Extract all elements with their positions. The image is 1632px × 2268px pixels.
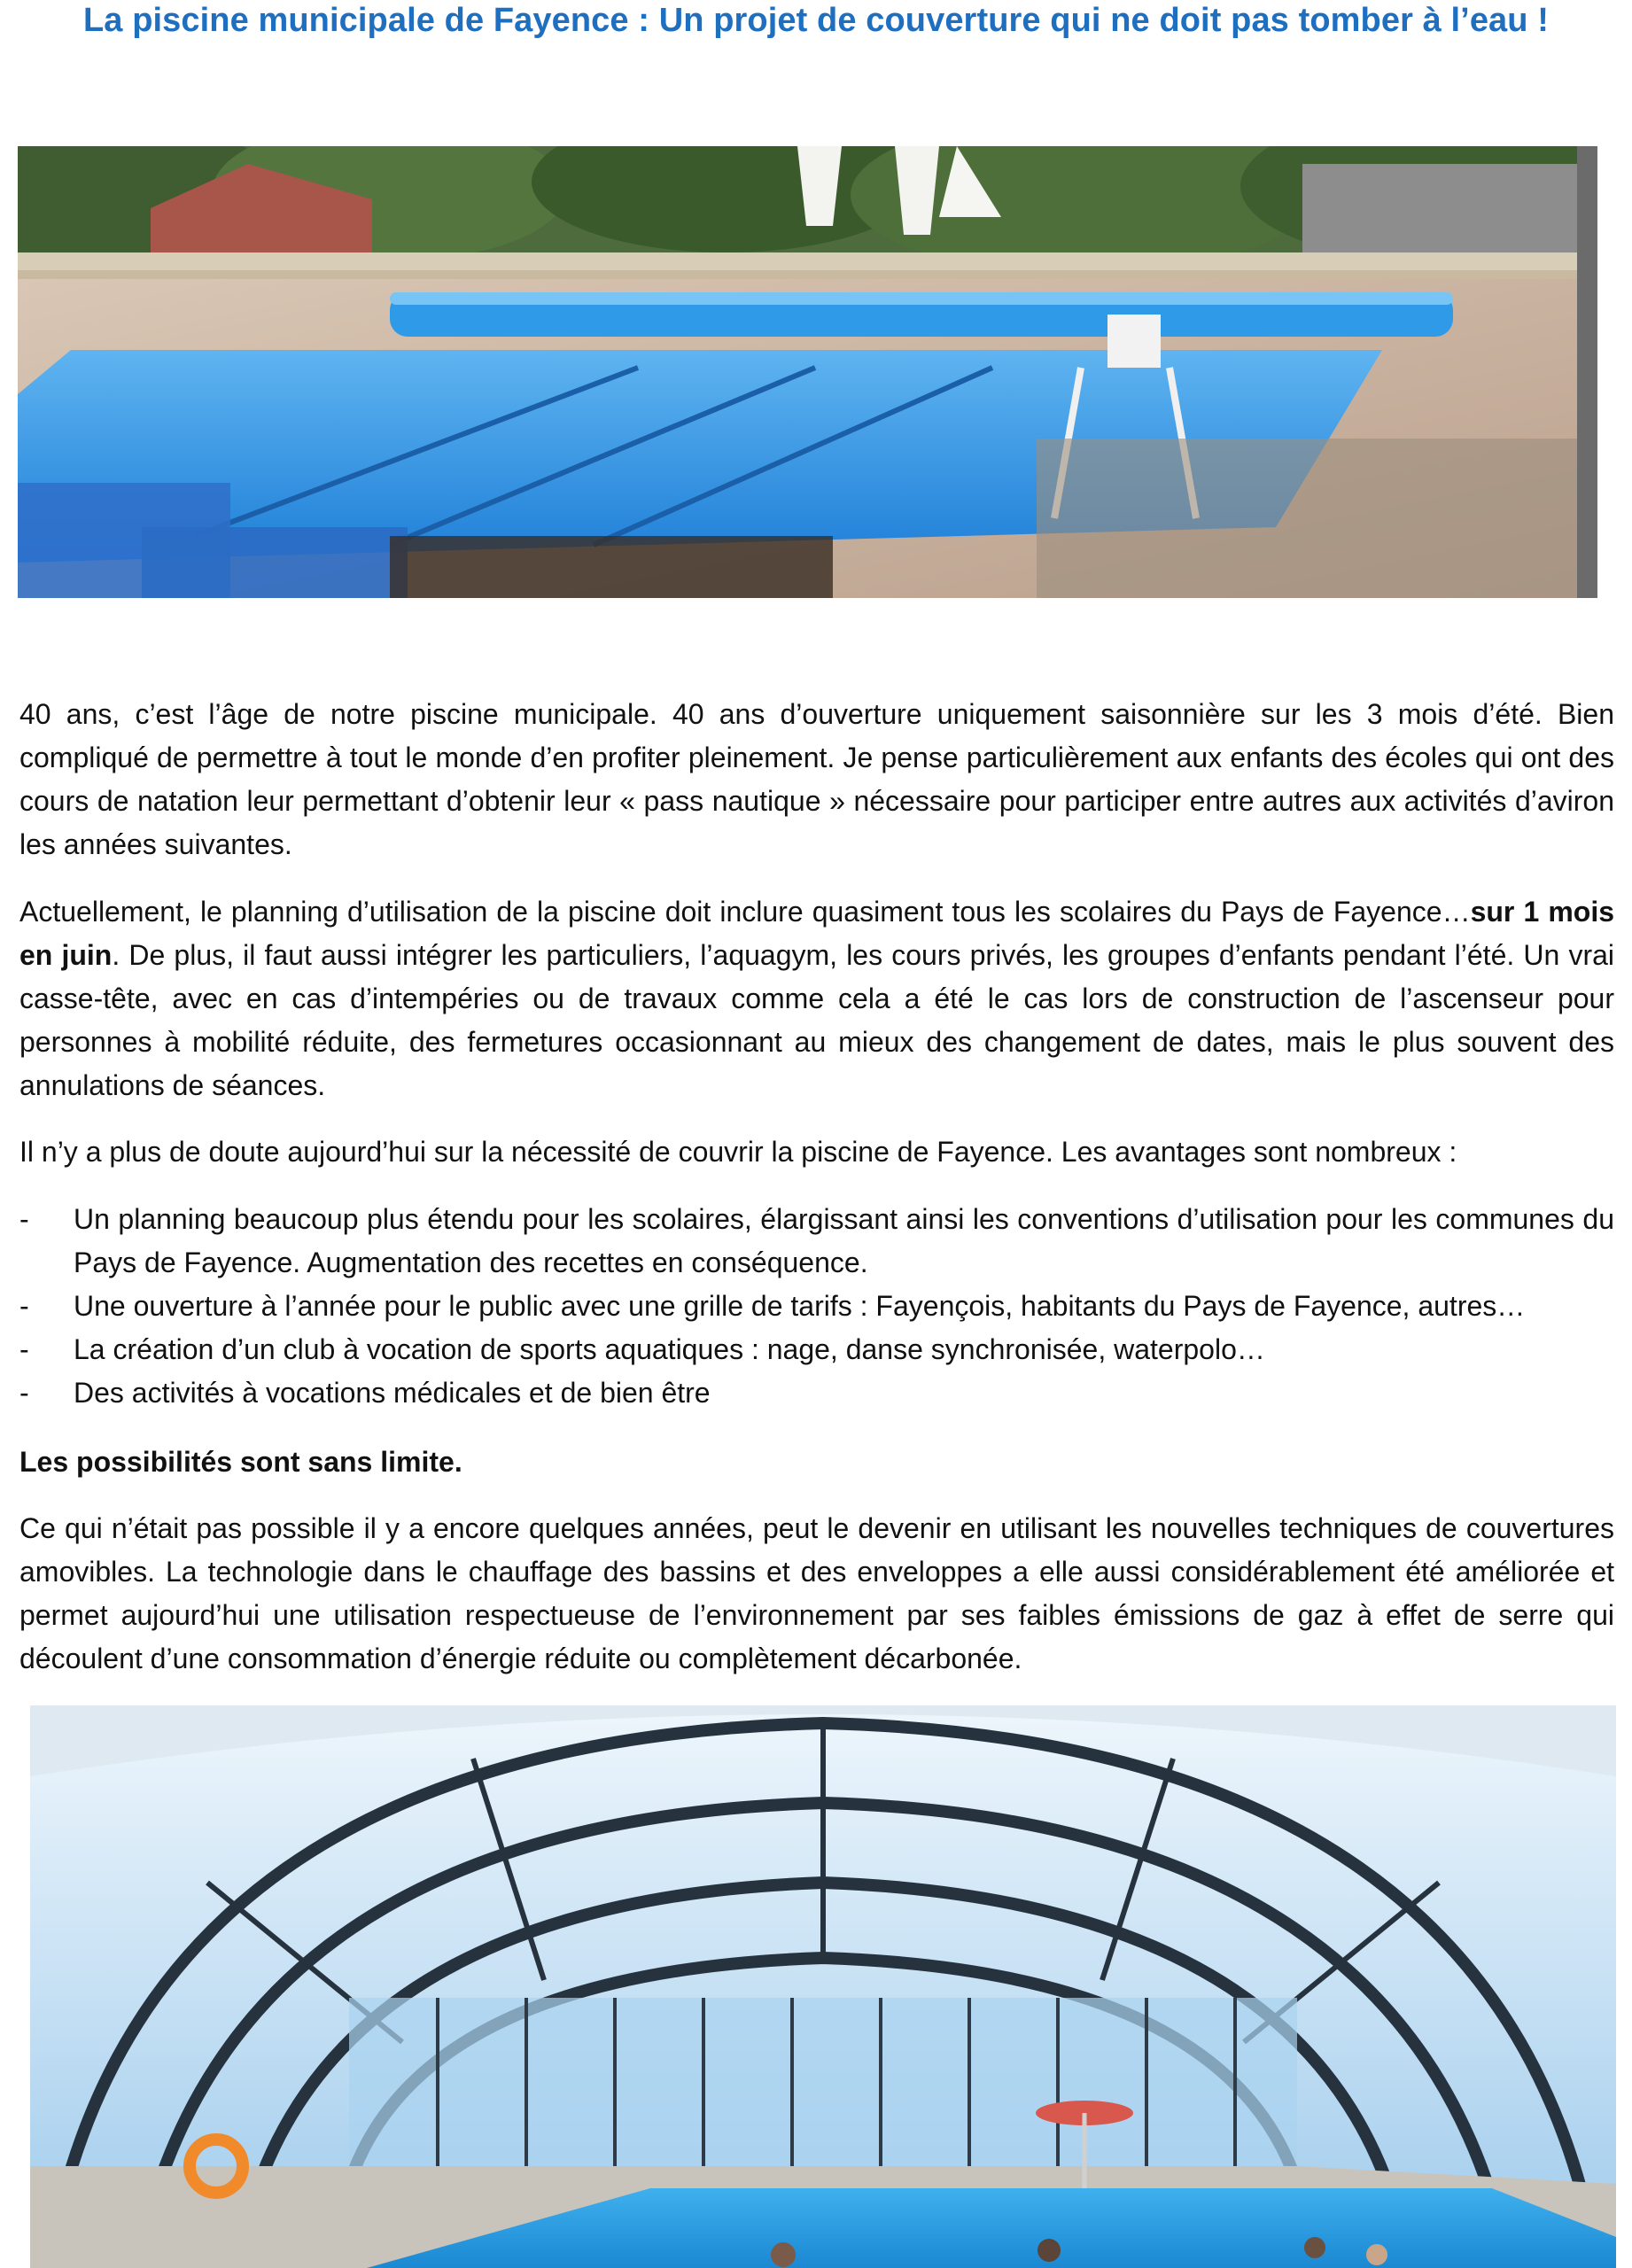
advantages-list: [19, 1198, 1614, 1415]
paragraph-planning: [19, 890, 1614, 1107]
list-dash: -: [19, 1203, 29, 1235]
list-item: [19, 1198, 1614, 1285]
outdoor-pool-photo: [18, 146, 1597, 598]
list-item-text: Un planning beaucoup plus étendu pour les scolaires, élargissant ainsi les conventions d’utilisation pour les communes du Pays de Fayence. Augmentation des recettes en conséquence.: [74, 1203, 1614, 1278]
article-title: La piscine municipale de Fayence : Un projet de couverture qui ne doit pas tomber à l’eau !: [82, 2, 1550, 39]
paragraph-planning-emphasis: sur 1 mois en juin: [19, 896, 1615, 971]
covered-pool-photo: [30, 1705, 1616, 2268]
paragraph-intro: 40 ans, c’est l’âge de notre piscine municipale. 40 ans d’ouverture uniquement saisonnière sur les 3 mois d’été. Bien compliqué de permettre à tout le monde d’en profiter pleinement. Je pense particulièrement aux enfants des écoles qui ont des cours de natation leur permettant d’obtenir leur « pass nautique » nécessaire pour participer entre autres aux activités d’aviron les années suivantes.: [19, 698, 1614, 860]
list-item: [19, 1285, 1614, 1328]
paragraph-technology: Ce qui n’était pas possible il y a encore quelques années, peut le devenir en utilisant les nouvelles techniques de couvertures amovibles. La technologie dans le chauffage des bassins et des enveloppes a elle aussi considérablement été améliorée et permet aujourd’hui une utilisation respectueuse de l’environnement par ses faibles émissions de gaz à effet de serre qui découlent d’une consommation d’énergie réduite ou complètement décarbonée.: [19, 1512, 1614, 1674]
paragraph-possibilities: Les possibilités sont sans limite.: [19, 1446, 462, 1478]
list-item-text: Une ouverture à l’année pour le public avec une grille de tarifs : Fayençois, habitants du Pays de Fayence, autres…: [74, 1290, 1526, 1322]
paragraph-planning-start: Actuellement, le planning d’utilisation de la piscine doit inclure quasiment tous les scolaires du Pays de Fayence…: [19, 896, 1471, 928]
list-item: [19, 1328, 1614, 1371]
list-dash: -: [19, 1377, 29, 1409]
list-item-text: La création d’un club à vocation de sports aquatiques : nage, danse synchronisée, waterpolo…: [74, 1333, 1265, 1365]
paragraph-advantages-intro: Il n’y a plus de doute aujourd’hui sur la nécessité de couvrir la piscine de Fayence. Les avantages sont nombreux :: [19, 1136, 1457, 1168]
paragraph-planning-end: . De plus, il faut aussi intégrer les particuliers, l’aquagym, les cours privés, les groupes d’enfants pendant l’été. Un vrai casse-tête, avec en cas d’intempéries ou de travaux comme cela a été le cas lors de construction de l’ascenseur pour personnes à mobilité réduite, des fermetures occasionnant au mieux des changement de dates, mais le plus souvent des annulations de séances.: [19, 939, 1615, 1101]
list-item: [19, 1371, 1614, 1415]
list-item-text: Des activités à vocations médicales et de bien être: [74, 1377, 711, 1409]
list-dash: -: [19, 1290, 29, 1322]
list-dash: -: [19, 1333, 29, 1365]
